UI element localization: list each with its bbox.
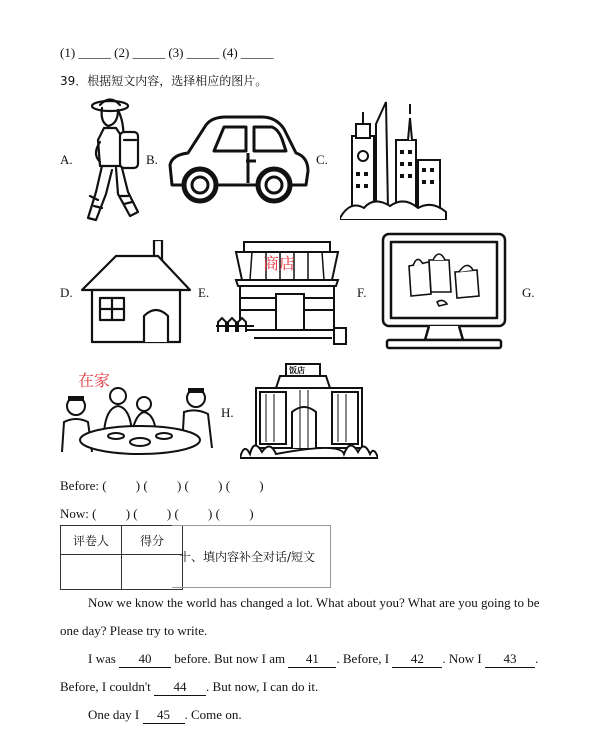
blank-42: 42 (392, 651, 442, 668)
blank-45: 45 (143, 707, 185, 724)
option-a-label: A. (60, 152, 73, 167)
passage-line-5: One day I 45 . Come on. (88, 707, 242, 722)
passage-line-2: one day? Please try to write. (60, 623, 208, 638)
blank-40: 40 (119, 651, 171, 668)
before-answers: Before: ( ) ( ) ( ) ( ) (60, 478, 264, 493)
passage-line-1: Now we know the world has changed a lot. What about you? What are you going to be (88, 595, 540, 610)
option-d-label: D. (60, 285, 73, 300)
blank-1: (1) _____ (60, 45, 111, 60)
home-label: 在家 (78, 371, 111, 390)
city-buildings-picture (340, 100, 448, 220)
blank-44: 44 (154, 679, 206, 696)
passage-line-4: Before, I couldn't 44 . But now, I can do it. (60, 679, 319, 694)
family-dinner-picture (58, 382, 218, 458)
hotel-picture (240, 362, 378, 462)
hotel-sign: 饭店 (289, 366, 305, 375)
blank-4: (4) _____ (222, 45, 274, 60)
blank-41: 41 (288, 651, 336, 668)
blank-3: (3) _____ (168, 45, 220, 60)
option-e-label: E. (198, 285, 210, 300)
section-title: 十、填内容补全对话/短文 (179, 550, 316, 564)
grader-cell (61, 555, 122, 590)
option-f-label: F. (357, 285, 367, 300)
house-picture (80, 240, 192, 344)
option-b-label: B. (146, 152, 158, 167)
passage-line-3: I was 40 before. But now I am 41 . Before, I 42 . Now I 43 . (88, 651, 539, 666)
blank-43: 43 (485, 651, 535, 668)
walking-girl-picture (78, 96, 144, 224)
score-header: 得分 (122, 526, 183, 555)
score-table (60, 525, 183, 590)
q38-blanks (60, 45, 273, 61)
blank-2: (2) _____ (114, 45, 166, 60)
question-39-title: 39．根据短文内容，选择相应的图片。 (60, 74, 268, 88)
option-h-label: H. (221, 405, 234, 420)
online-shopping-monitor-picture (381, 232, 507, 352)
option-g-label: G. (522, 285, 535, 300)
option-c-label: C. (316, 152, 328, 167)
now-answers: Now: ( ) ( ) ( ) ( ) (60, 506, 254, 521)
car-picture (166, 113, 312, 205)
grader-header: 评卷人 (61, 526, 122, 555)
shop-label: 商店 (263, 254, 296, 273)
